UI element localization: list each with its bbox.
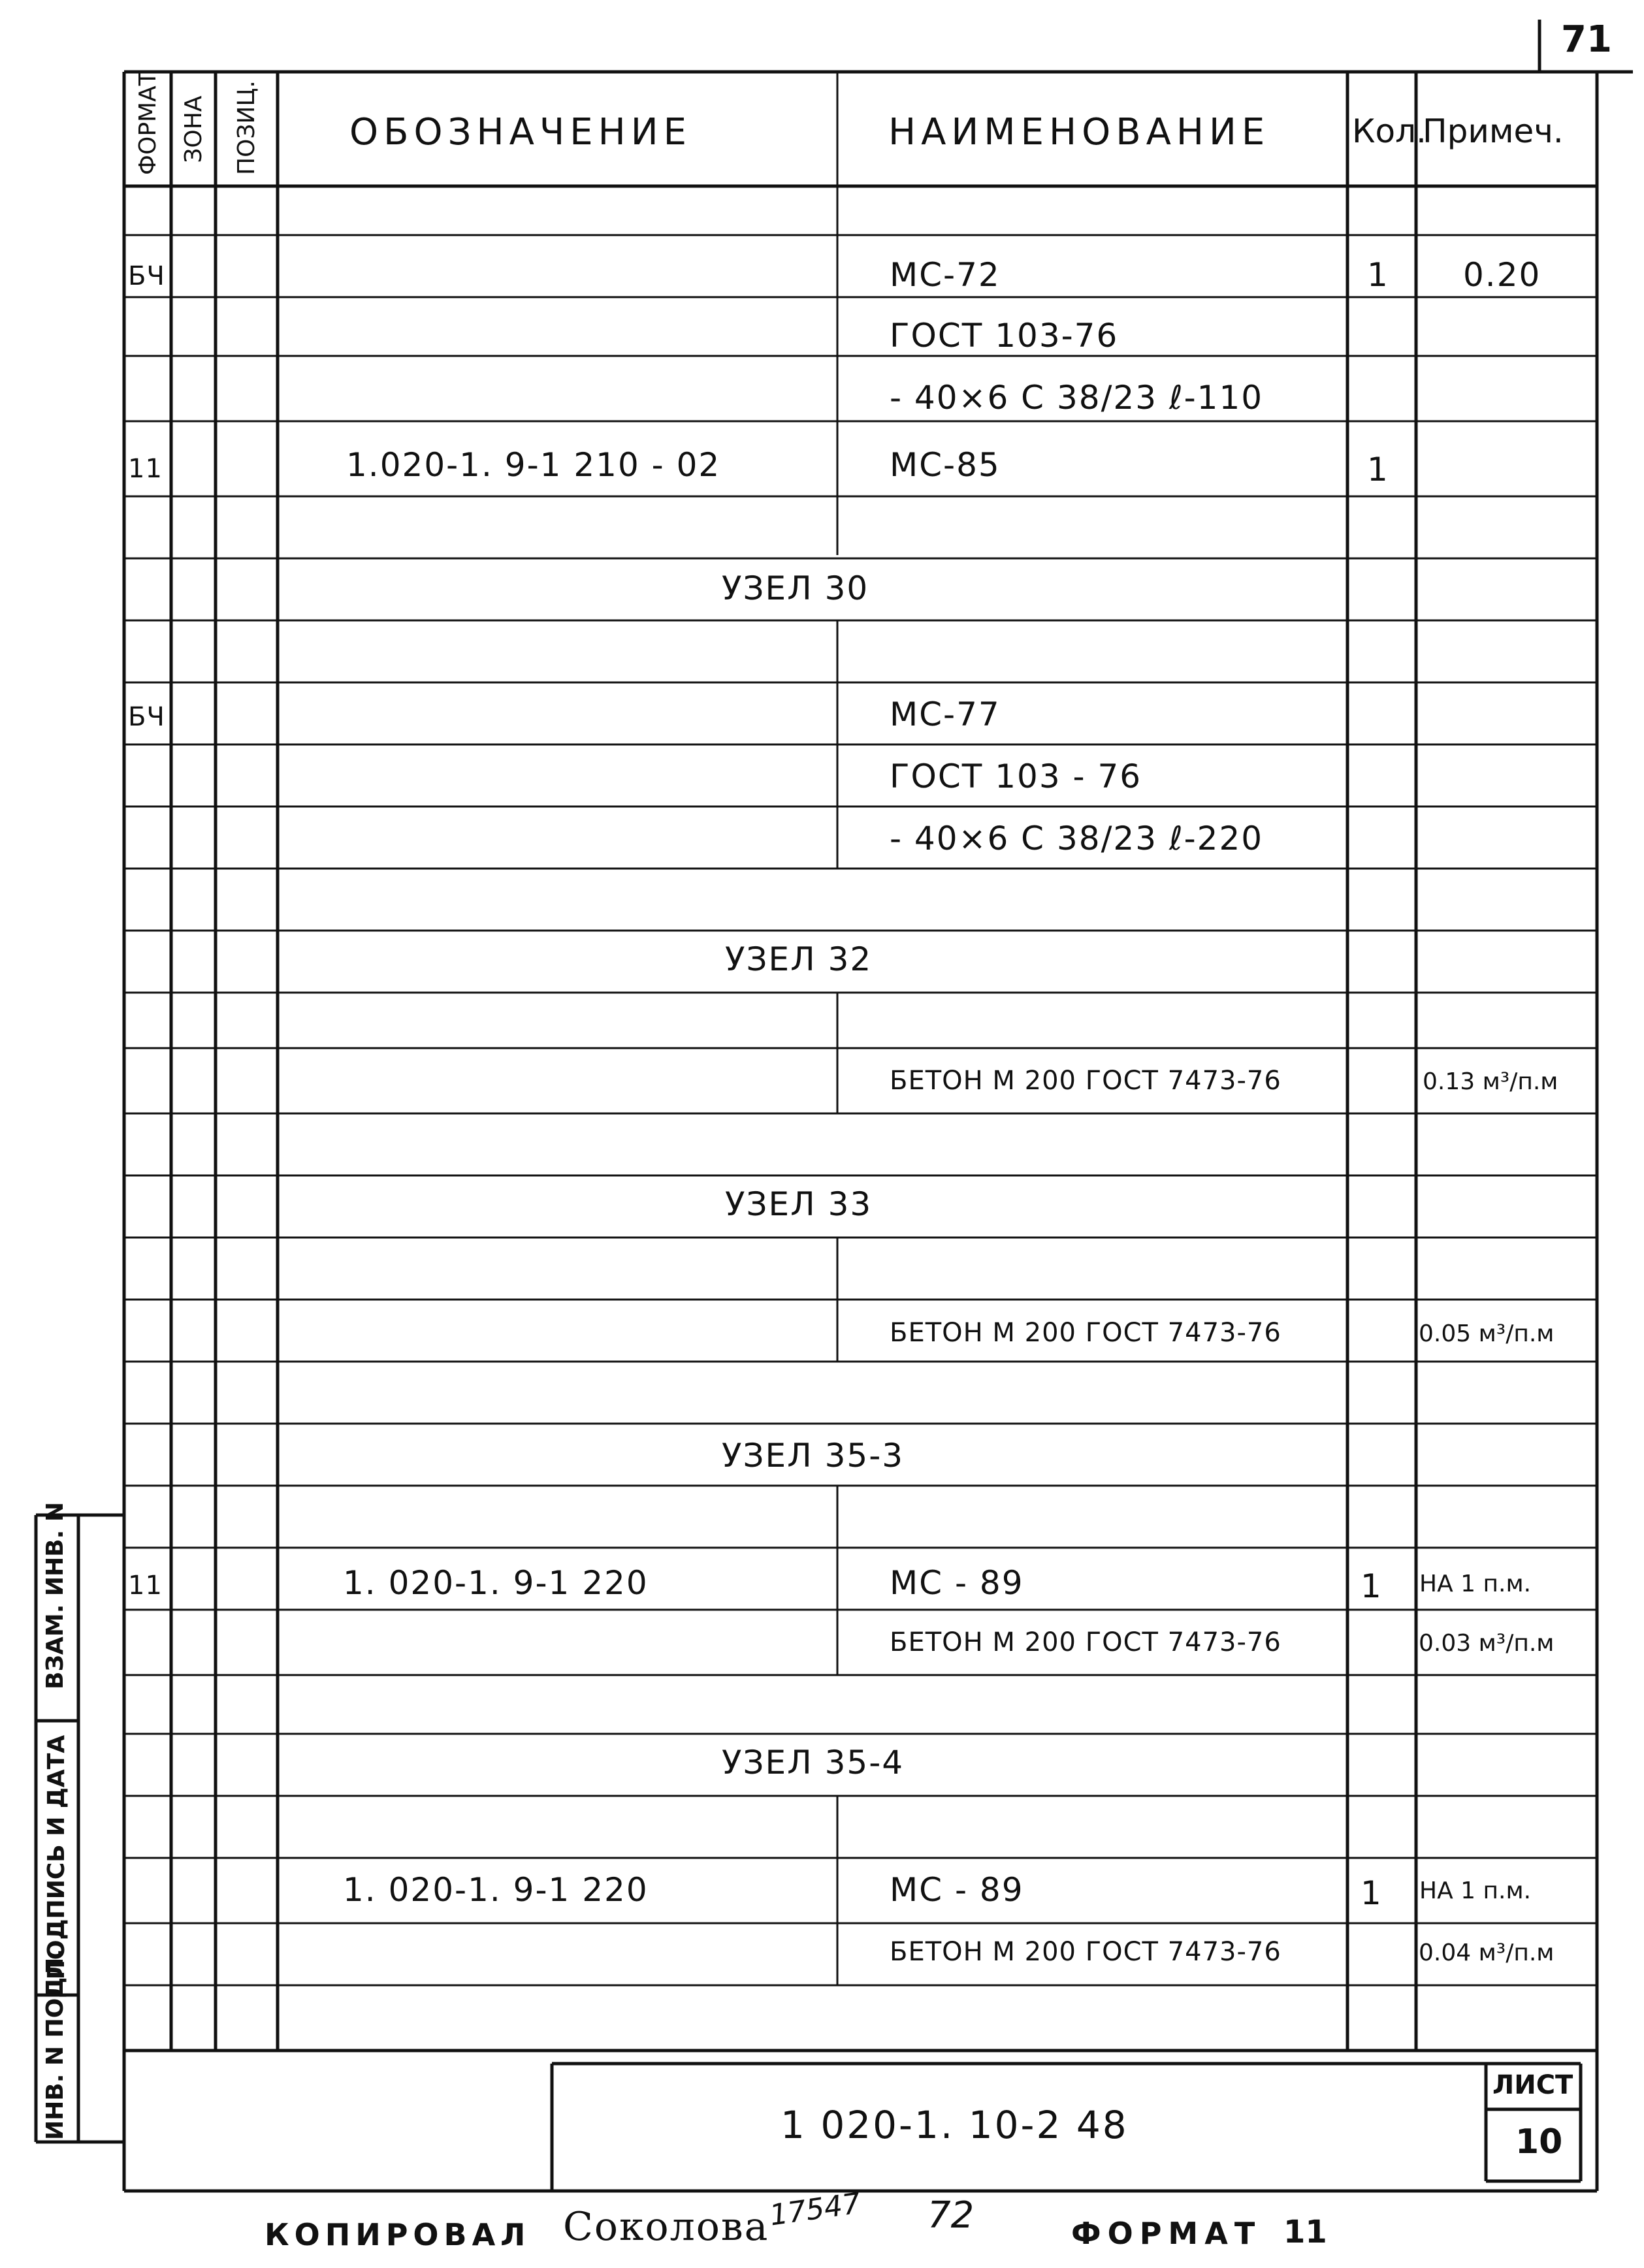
stamp-inv-orig: ИНВ. N ПОДЛ. bbox=[42, 1949, 69, 2140]
node-heading: УЗЕЛ 35-4 bbox=[722, 1744, 905, 1781]
row-designation: 1. 020-1. 9-1 220 bbox=[343, 1871, 649, 1909]
row-note: 0.20 bbox=[1463, 256, 1541, 294]
page-number: 71 bbox=[1561, 18, 1612, 61]
row-name: МС - 89 bbox=[890, 1871, 1024, 1909]
row-name: МС-77 bbox=[890, 695, 1001, 733]
row-note: НА 1 п.м. bbox=[1419, 1877, 1532, 1904]
sheet-number: 10 bbox=[1515, 2122, 1563, 2162]
header-format: ФОРМАТ bbox=[135, 71, 161, 175]
node-heading: УЗЕЛ 35-3 bbox=[722, 1437, 905, 1475]
row-name: МС-72 bbox=[890, 256, 1001, 294]
footer-copied: КОПИРОВАЛ bbox=[265, 2217, 531, 2252]
row-name: БЕТОН М 200 ГОСТ 7473-76 bbox=[890, 1627, 1281, 1657]
row-format: БЧ bbox=[128, 261, 165, 291]
row-note: 0.04 м³/п.м bbox=[1419, 1940, 1555, 1966]
footer-format-value: 11 bbox=[1283, 2214, 1327, 2250]
header-note: Примеч. bbox=[1423, 112, 1564, 150]
header-name: НАИМЕНОВАНИЕ bbox=[888, 111, 1270, 153]
row-name: - 40×6 С 38/23 ℓ-220 bbox=[890, 820, 1264, 857]
row-name: МС-85 bbox=[890, 446, 1001, 484]
row-qty: 1 bbox=[1367, 451, 1389, 488]
row-format: БЧ bbox=[128, 702, 165, 732]
footer-number: 17547 bbox=[767, 2186, 863, 2233]
row-name: БЕТОН М 200 ГОСТ 7473-76 bbox=[890, 1937, 1281, 1967]
header-position: ПОЗИЦ. bbox=[233, 80, 260, 175]
node-heading: УЗЕЛ 30 bbox=[722, 569, 869, 607]
footer-number2: 72 bbox=[927, 2194, 975, 2237]
row-qty: 1 bbox=[1367, 256, 1389, 294]
row-name: БЕТОН М 200 ГОСТ 7473-76 bbox=[890, 1066, 1281, 1096]
footer-format-label: ФОРМАТ bbox=[1071, 2216, 1262, 2251]
row-name: - 40×6 С 38/23 ℓ-110 bbox=[890, 379, 1264, 417]
row-qty: 1 bbox=[1361, 1874, 1383, 1912]
stamp-replace-inv: ВЗАМ. ИНВ. N bbox=[42, 1502, 69, 1689]
stamp-sign-date: ПОДПИСЬ И ДАТА bbox=[43, 1734, 70, 1980]
row-qty: 1 bbox=[1361, 1567, 1383, 1605]
row-name: ГОСТ 103 - 76 bbox=[890, 758, 1142, 795]
row-name: БЕТОН М 200 ГОСТ 7473-76 bbox=[890, 1318, 1281, 1348]
row-name: МС - 89 bbox=[890, 1564, 1024, 1602]
row-format: 11 bbox=[128, 454, 163, 484]
header-designation: ОБОЗНАЧЕНИЕ bbox=[349, 111, 692, 153]
header-zone: ЗОНА bbox=[180, 95, 207, 163]
row-designation: 1.020-1. 9-1 210 - 02 bbox=[346, 446, 721, 484]
row-format: 11 bbox=[128, 1571, 163, 1601]
row-name: ГОСТ 103-76 bbox=[890, 317, 1119, 355]
row-note: 0.03 м³/п.м bbox=[1419, 1630, 1555, 1657]
row-designation: 1. 020-1. 9-1 220 bbox=[343, 1564, 649, 1602]
sheet-label: ЛИСТ bbox=[1492, 2070, 1573, 2100]
row-note: НА 1 п.м. bbox=[1419, 1571, 1532, 1597]
footer-name: Соколова bbox=[563, 2204, 769, 2250]
document-code: 1 020-1. 10-2 48 bbox=[781, 2103, 1129, 2147]
node-heading: УЗЕЛ 33 bbox=[725, 1185, 873, 1223]
node-heading: УЗЕЛ 32 bbox=[725, 940, 873, 978]
row-note: 0.13 м³/п.м bbox=[1423, 1068, 1558, 1095]
row-note: 0.05 м³/п.м bbox=[1419, 1320, 1555, 1347]
header-qty: Кол. bbox=[1352, 112, 1426, 150]
